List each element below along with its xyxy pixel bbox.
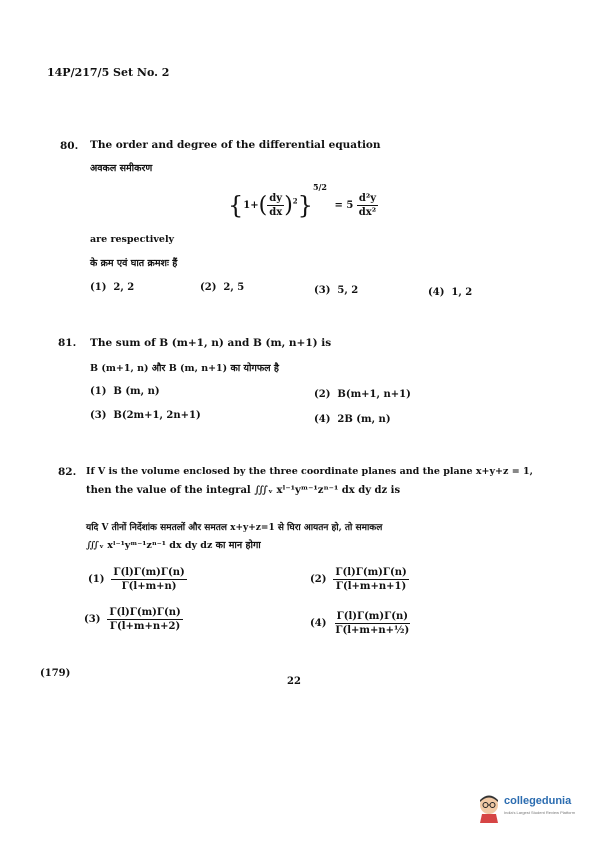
brand-tagline: India's Largest Student Review Platform [504, 810, 576, 815]
question-text-hi: अवकल समीकरण [90, 163, 153, 174]
option-4: (4) $\frac{\Gamma(l)\Gamma(m)\Gamma(n)}{\text{Γ(l+m+n+½)}}$ [310, 611, 410, 636]
question-line-2-hi: ∭ᵥ xˡ⁻¹yᵐ⁻¹zⁿ⁻¹ dx dy dz का मान होगा [86, 540, 261, 551]
question-number: 81. [58, 337, 77, 349]
option-2: (2) 2, 5 [200, 282, 245, 293]
question-text-en: The order and degree of the differential equation [90, 139, 381, 151]
option-3: (3) 5, 2 [314, 285, 359, 296]
question-text-hi: B (m+1, n) और B (m, n+1) का योगफल है [90, 363, 279, 374]
collegedunia-watermark [476, 789, 586, 829]
option-2: (2) B(m+1, n+1) [314, 389, 411, 400]
option-1: (1) $\frac{\Gamma(l)\Gamma(m)\Gamma(n)}{\Gamma(l+m+n)}$ [88, 567, 185, 592]
mascot-icon [476, 793, 502, 823]
option-1: (1) B (m, n) [90, 386, 160, 397]
footer-code: (179) [40, 668, 71, 679]
option-2: (2) $\frac{\Gamma(l)\Gamma(m)\Gamma(n)}{\Gamma(l+m+n+1)}$ [310, 567, 407, 592]
option-3: (3) B(2m+1, 2n+1) [90, 410, 201, 421]
question-number: 80. [60, 140, 79, 152]
question-line-1-hi: यदि V तीनों निर्देशांक समतलों और समतल x+y+z=1 से घिरा आयतन हो, तो समाकल [86, 523, 383, 533]
paper-code: 14P/217/5 Set No. 2 [47, 66, 170, 79]
brand-name: collegedunia [504, 795, 572, 807]
question-line-1-en: If V is the volume enclosed by the three coordinate planes and the plane x+y+z = 1, [86, 466, 533, 477]
question-number: 82. [58, 466, 77, 478]
option-3: (3) $\frac{\Gamma(l)\Gamma(m)\Gamma(n)}{\Gamma(l+m+n+2)}$ [84, 607, 181, 632]
option-1: (1) 2, 2 [90, 282, 135, 293]
question-text-en: The sum of B (m+1, n) and B (m, n+1) is [90, 337, 332, 349]
page-number: 22 [287, 676, 301, 687]
question-tail-en: are respectively [90, 234, 175, 245]
differential-equation: {1+( $\frac{dy}{dx}$ )$^2$}$^{5/2}$ = 5 $\frac{\text{d²y}}{\text{dx²}}$ [228, 182, 377, 220]
question-tail-hi: के क्रम एवं घात क्रमशः हैं [90, 258, 178, 269]
option-4: (4) 1, 2 [428, 287, 473, 298]
option-4: (4) 2B (m, n) [314, 414, 391, 425]
question-line-2-en: then the value of the integral ∭ᵥ xˡ⁻¹yᵐ⁻¹zⁿ⁻¹ dx dy dz is [86, 485, 401, 496]
